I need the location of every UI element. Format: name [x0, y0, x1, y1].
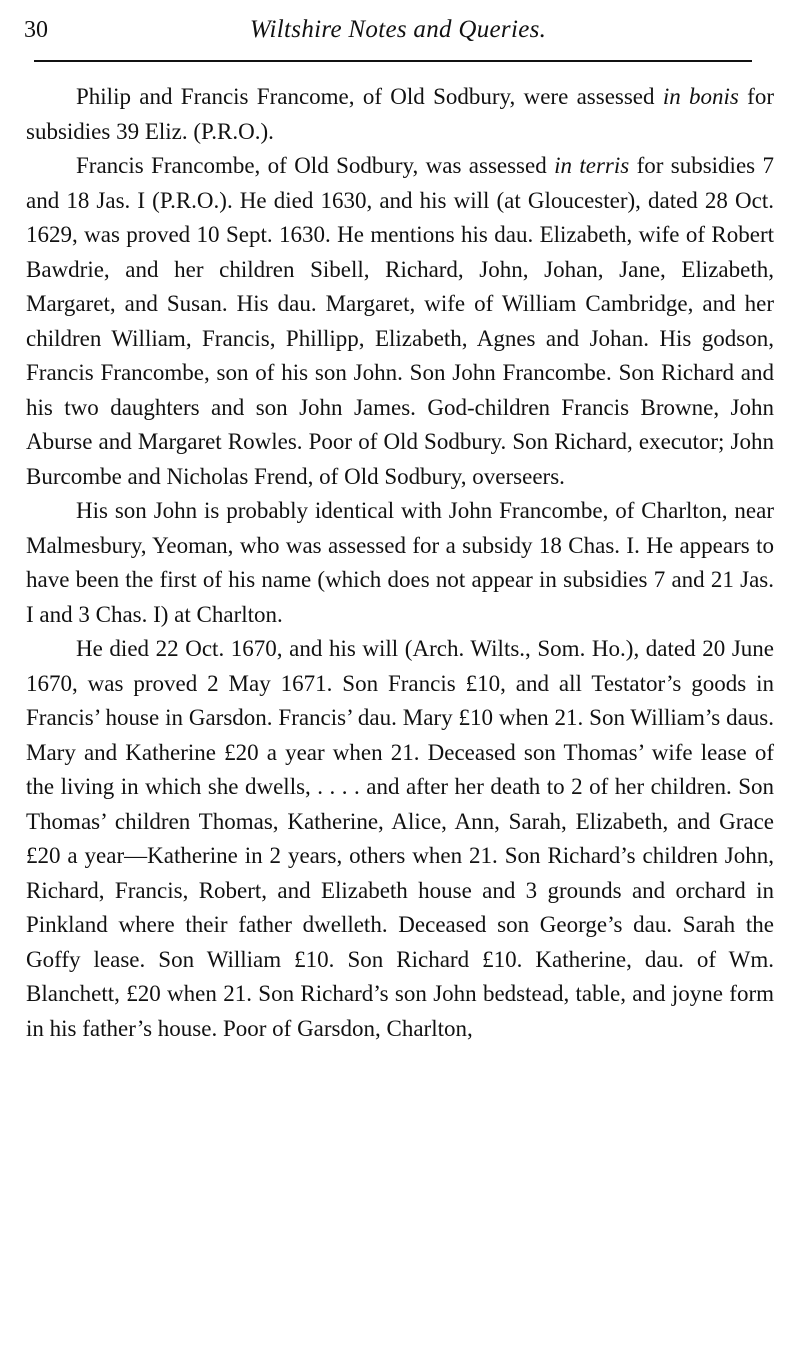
paragraph-1 — [26, 80, 774, 149]
paragraph-2 — [26, 149, 774, 494]
text-run: His son John is probably identical with John Francombe, of Charlton, near Malmesbury, Yeoman, who was assessed for a subsidy 18 Chas. I. He appears to have been the first of his name (which does not appear in subsidies 7 and 21 Jas. I and 3 Chas. I) at Charlton. — [26, 498, 774, 627]
italic-run: in bonis — [662, 84, 739, 109]
page-header — [24, 12, 772, 48]
text-run: He died 22 Oct. 1670, and his will (Arch. Wilts., Som. Ho.), dated 20 June 1670, was proved 2 May 1671. Son Francis £10, and all Testator’s goods in Francis’ house in Garsdon. Francis’ dau. Mary £10 when 21. Son William’s daus. Mary and Katherine £20 a year when 21. Deceased son Thomas’ wife lease of the living in which she dwells, . . . . and after her death to 2 of her children. Son Thomas’ children Thomas, Katherine, Alice, Ann, Sarah, Elizabeth, and Grace £20 a year—Katherine in 2 years, others when 21. Son Richard’s children John, Richard, Francis, Robert, and Elizabeth house and 3 grounds and orchard in Pinkland where their father dwelleth. Deceased son George’s dau. Sarah the Goffy lease. Son William £10. Son Richard £10. Katherine, dau. of Wm. Blanchett, £20 when 21. Son Richard’s son John bedstead, table, and joyne form in his father’s house. Poor of Garsdon, Charlton, — [26, 636, 774, 1041]
text-run: for subsidies 39 Eliz. (P.R.O.). — [26, 84, 774, 144]
paragraph-3 — [26, 494, 774, 632]
body-text — [26, 80, 774, 1046]
paragraph-4 — [26, 632, 774, 1046]
text-run: Philip and Francis Francome, of Old Sodbury, were assessed — [76, 84, 663, 109]
header-rule — [34, 60, 752, 62]
italic-run: in terris — [554, 153, 630, 178]
text-run: for subsidies 7 and 18 Jas. I (P.R.O.). He died 1630, and his will (at Gloucester), dated 28 Oct. 1629, was proved 10 Sept. 1630. He mentions his dau. Elizabeth, wife of Robert Bawdrie, and her children Sibell, Richard, John, Johan, Jane, Elizabeth, Margaret, and Susan. His dau. Margaret, wife of William Cambridge, and her children William, Francis, Phillipp, Elizabeth, Agnes and Johan. His godson, Francis Francombe, son of his son John. Son John Francombe. Son Richard and his two daughters and son John James. God-children Francis Browne, John Aburse and Margaret Rowles. Poor of Old Sodbury. Son Richard, executor; John Burcombe and Nicholas Frend, of Old Sodbury, overseers. — [26, 153, 774, 489]
running-title: Wiltshire Notes and Queries. — [249, 16, 547, 43]
page-number: 30 — [24, 17, 48, 43]
text-run: Francis Francombe, of Old Sodbury, was assessed — [76, 153, 555, 178]
